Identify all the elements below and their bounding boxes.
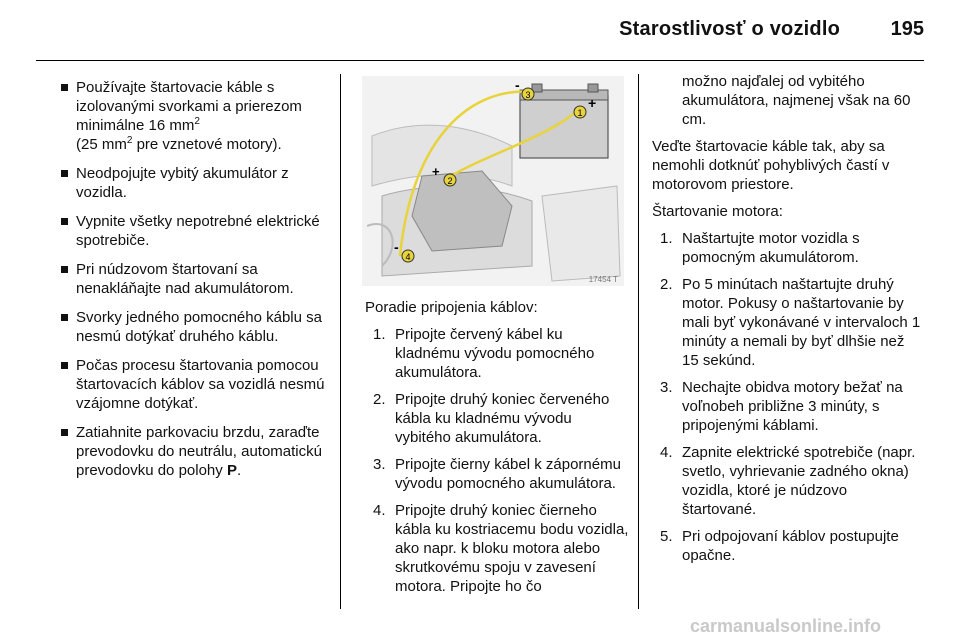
list-item: 3. Nechajte obidva motory bežať na voľnobeh približne 3 minúty, s pripojenými káblami. — [660, 379, 903, 434]
marker-4: 4 — [405, 252, 411, 262]
plus-sign: + — [588, 95, 597, 111]
column-divider-left — [340, 74, 341, 609]
connection-steps — [365, 325, 630, 596]
list-item: 4. Zapnite elektrické spotrebiče (napr. svetlo, vyhrievanie zadného okna) vozidla, ktoré je núdzovo štartované. — [660, 444, 916, 518]
right-column — [652, 72, 924, 573]
list-item: Vypnite všetky nepotrebné elektrické spotrebiče. — [60, 212, 335, 250]
step-continuation: možno najďalej od vybitého akumulátora, najmenej však na 60 cm. — [682, 73, 911, 128]
list-item: Používajte štartovacie káble s izolovanými svorkami a prierezom minimálne 16 $mm^2$ (25 $mm^2$ pre vznetové motory). — [60, 78, 335, 154]
list-item: 3. Pripojte čierny kábel k zápornému vývodu pomocného akumulátora. — [373, 456, 621, 492]
list-item: 2. Po 5 minútach naštartujte druhý motor. Pokusy o naštartovanie by mali byť vykonávané v intervaloch 1 minúty a nemali by byť dlhšie než 15 sekúnd. — [660, 276, 921, 369]
list-item: 5. Pri odpojovaní káblov postupujte opačne. — [660, 528, 899, 564]
cable-routing-paragraph: Veďte štartovacie káble tak, aby sa nemohli dotknúť pohyblivých častí v motorovom priestore. — [652, 138, 890, 193]
minus-sign: - — [394, 239, 399, 255]
jump-start-illustration — [362, 76, 624, 286]
list-item: 4. Pripojte druhý koniec čierneho kábla ku kostriacemu bodu vozidla, ako napr. k bloku motora alebo skrutkovému spoju v zavesení motora. Pripojte ho čo — [373, 502, 629, 595]
left-column — [60, 78, 335, 490]
list-item: Počas procesu štartovania pomocou štartovacích káblov sa vozidlá nesmú vzájomne dotýkať. — [60, 356, 335, 413]
engine-bay-drawing — [362, 76, 624, 286]
page-title: Starostlivosť o vozidlo — [619, 18, 840, 40]
marker-1: 1 — [577, 108, 583, 118]
list-item: 2. Pripojte druhý koniec červeného kábla ku kladnému vývodu vybitého akumulátora. — [373, 391, 610, 446]
page-number: 195 — [890, 18, 924, 40]
list-item: Pri núdzovom štartovaní sa nenakláňajte nad akumulátorom. — [60, 260, 335, 298]
minus-sign: - — [515, 77, 520, 93]
start-steps — [652, 229, 924, 565]
list-item: 1. Naštartujte motor vozidla s pomocným akumulátorom. — [660, 230, 860, 266]
figure-code: 17454 T — [588, 275, 618, 284]
watermark: carmanualsonline.info — [690, 616, 882, 636]
marker-2: 2 — [447, 176, 453, 186]
list-item: 1. Pripojte červený kábel ku kladnému vývodu pomocného akumulátora. — [373, 326, 595, 381]
page-header — [0, 0, 960, 60]
engine-start-heading: Štartovanie motora: — [652, 203, 783, 220]
precaution-list — [60, 78, 335, 480]
column-divider-right — [638, 74, 639, 609]
list-item: Neodpojujte vybitý akumulátor z vozidla. — [60, 164, 335, 202]
middle-column — [365, 298, 630, 604]
list-item: Svorky jedného pomocného káblu sa nesmú dotýkať druhého káblu. — [60, 308, 335, 346]
header-rule — [36, 60, 924, 61]
plus-sign: + — [432, 164, 440, 179]
marker-3: 3 — [525, 90, 531, 100]
connection-order-intro: Poradie pripojenia káblov: — [365, 299, 538, 316]
list-item: Zatiahnite parkovaciu brzdu, zaraďte prevodovku do neutrálu, automatickú prevodovku do polohy P. — [60, 423, 335, 480]
